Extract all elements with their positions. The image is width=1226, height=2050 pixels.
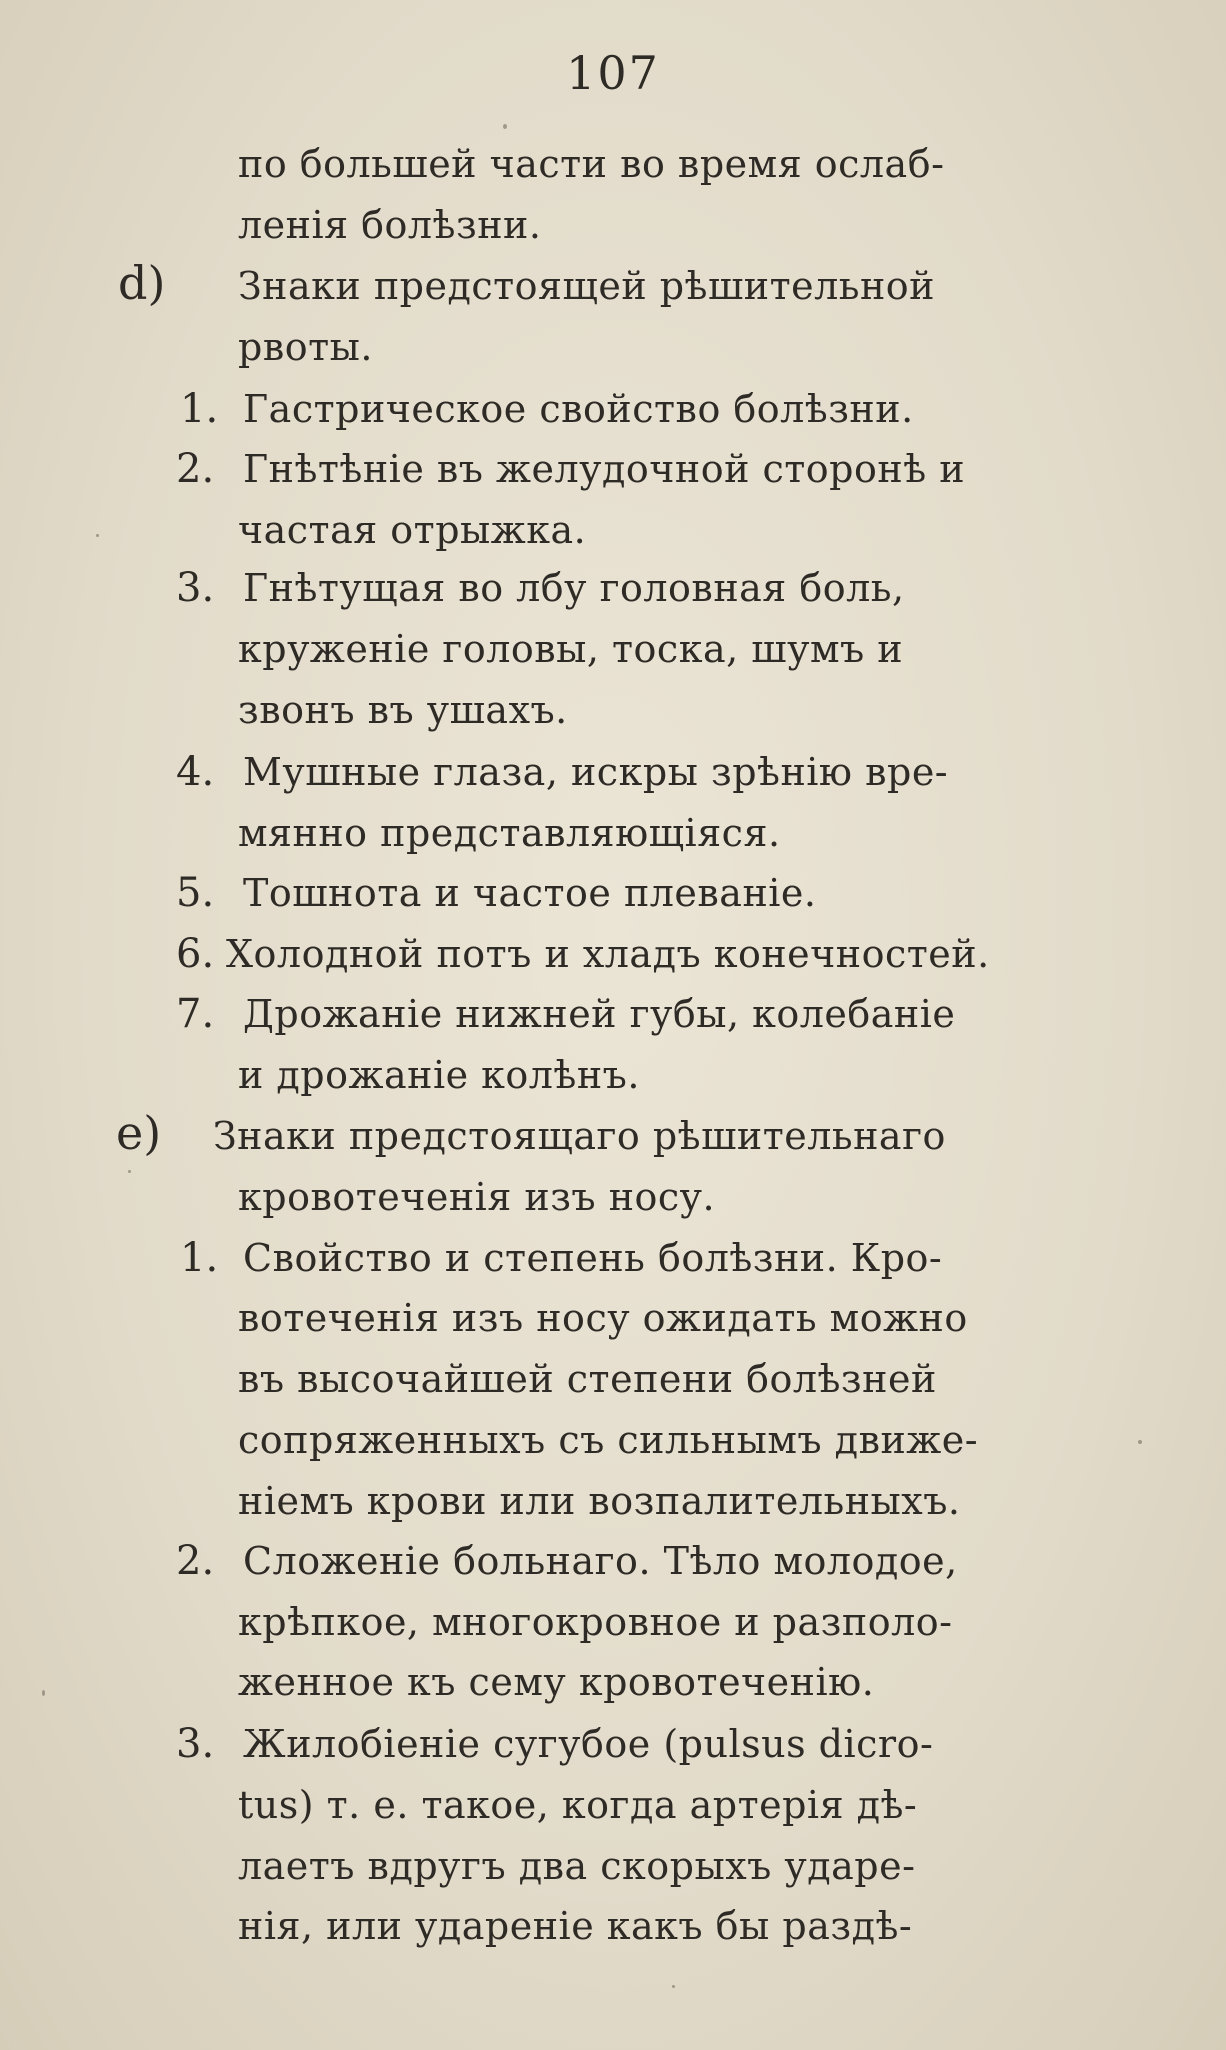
text-line: крѣпкое, многокровное и разполо- bbox=[238, 1600, 953, 1644]
text-line: и дрожаніе колѣнъ. bbox=[238, 1053, 640, 1097]
text-line: Жилобіеніе сугубое (pulsus dicro- bbox=[243, 1722, 934, 1766]
paper-speck bbox=[96, 534, 99, 537]
text-line: рвоты. bbox=[238, 325, 373, 369]
paper-speck bbox=[672, 1985, 675, 1988]
text-line: по большей части во время ослаб- bbox=[238, 142, 945, 186]
item-marker: 1. bbox=[180, 1235, 219, 1281]
text-line: частая отрыжка. bbox=[238, 508, 587, 552]
text-line: вотеченія изъ носу ожидать можно bbox=[238, 1296, 968, 1340]
paper-speck bbox=[128, 1170, 131, 1173]
text-line: tus) т. е. такое, когда артерія дѣ- bbox=[238, 1783, 918, 1827]
text-line: Холодной потъ и хладъ конечностей. bbox=[226, 932, 990, 976]
page-number: 107 bbox=[566, 46, 660, 100]
item-marker: 3. bbox=[176, 565, 215, 611]
text-line: Знаки предстоящей рѣшительной bbox=[238, 264, 935, 308]
item-marker: 6. bbox=[176, 931, 215, 977]
item-marker: 2. bbox=[176, 446, 215, 492]
text-line: Мушные глаза, искры зрѣнію вре- bbox=[243, 750, 949, 794]
item-marker: 3. bbox=[176, 1721, 215, 1767]
item-marker: 1. bbox=[180, 386, 219, 432]
paper-speck bbox=[1138, 1440, 1142, 1444]
text-line: Тошнота и частое плеваніе. bbox=[243, 871, 817, 915]
text-line: нія, или удареніе какъ бы раздѣ- bbox=[238, 1904, 913, 1948]
text-line: Знаки предстоящаго рѣшительнаго bbox=[213, 1114, 946, 1158]
text-line: круженіе головы, тоска, шумъ и bbox=[238, 627, 904, 671]
text-line: мянно представляющіяся. bbox=[238, 811, 781, 855]
text-line: въ высочайшей степени болѣзней bbox=[238, 1357, 937, 1401]
item-marker: 4. bbox=[176, 749, 215, 795]
text-line: лаетъ вдругъ два скорыхъ ударе- bbox=[238, 1844, 916, 1888]
text-line: ніемъ крови или возпалительныхъ. bbox=[238, 1479, 961, 1523]
text-line: Гастрическое свойство болѣзни. bbox=[243, 387, 914, 431]
text-line: Свойство и степень болѣзни. Кро- bbox=[243, 1236, 943, 1280]
text-line: женное къ сему кровотеченію. bbox=[238, 1660, 875, 1704]
text-line: кровотеченія изъ носу. bbox=[238, 1175, 716, 1219]
text-line: звонъ въ ушахъ. bbox=[238, 688, 568, 732]
text-line: Гнѣтѣніе въ желудочной сторонѣ и bbox=[243, 447, 966, 491]
item-marker: 7. bbox=[176, 991, 215, 1037]
item-marker: 2. bbox=[176, 1538, 215, 1584]
paper-speck bbox=[42, 1690, 45, 1696]
text-line: Гнѣтущая во лбу головная боль, bbox=[243, 566, 905, 610]
text-line: Сложеніе больнаго. Тѣло молодое, bbox=[243, 1539, 958, 1583]
item-marker: 5. bbox=[176, 870, 215, 916]
text-line: Дрожаніе нижней губы, колебаніе bbox=[243, 992, 956, 1036]
text-line: сопряженныхъ съ сильнымъ движе- bbox=[238, 1418, 979, 1462]
section-marker: d) bbox=[118, 256, 166, 310]
text-line: ленія болѣзни. bbox=[238, 203, 542, 247]
paper-speck bbox=[503, 124, 507, 129]
section-marker: e) bbox=[116, 1106, 162, 1160]
